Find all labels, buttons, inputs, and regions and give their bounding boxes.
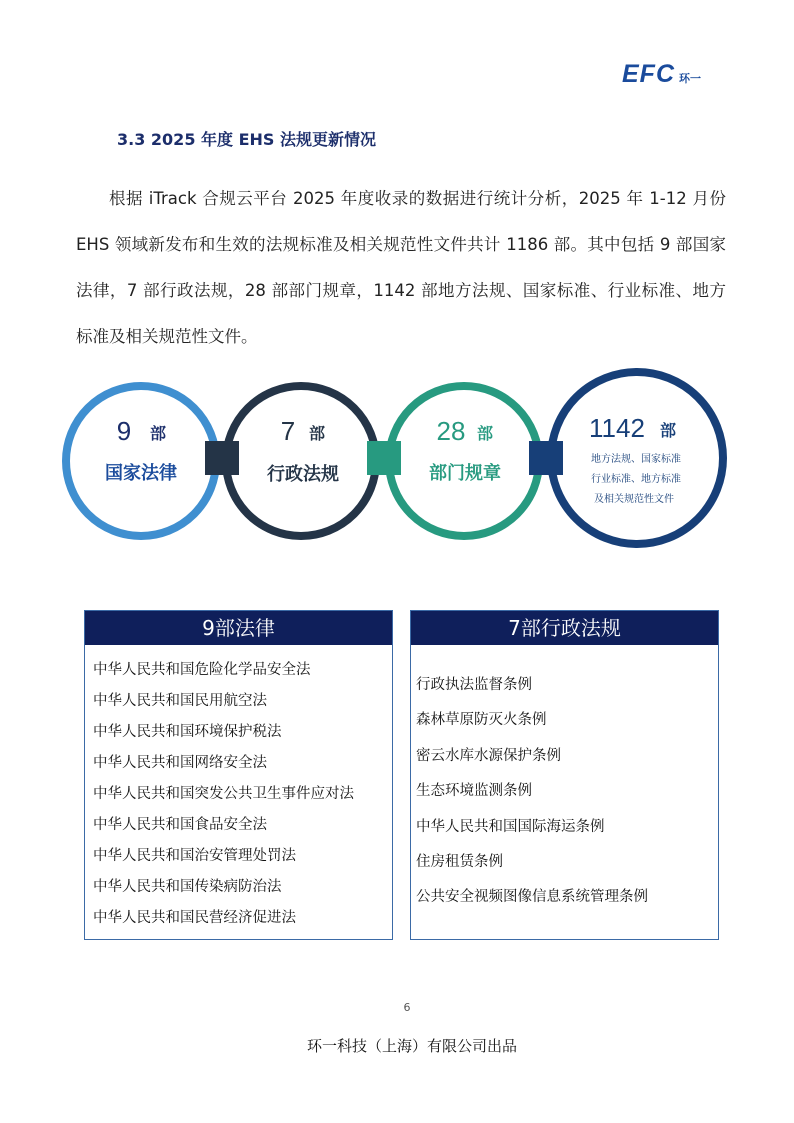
- section-title: 3.3 2025 年度 EHS 法规更新情况: [117, 130, 377, 149]
- count-dept-rules: 28: [436, 416, 466, 446]
- count-local-standards: 1142: [589, 413, 645, 443]
- unit-dept-rules: 部: [476, 424, 494, 443]
- page-number: 6: [403, 1001, 411, 1014]
- label-dept-rules: 部门规章: [429, 463, 501, 484]
- label-local-standards-line2: 行业标准、地方标准: [591, 474, 681, 485]
- law-item: 中华人民共和国食品安全法: [93, 817, 267, 833]
- regulation-item: 住房租赁条例: [416, 854, 503, 871]
- intro-paragraph: 根据 iTrack 合规云平台 2025 年度收录的数据进行统计分析，2025 年 1-12 月份 EHS 领域新发布和生效的法规标准及相关规范性文件共计 1186 部。其中包括 9 部国家法律，7 部行政法规，28 部部门规章，1142 部地方法规、国家标准、行业标准、地方标准及相关规范性文件。: [76, 189, 726, 346]
- logo-text: EFC: [622, 60, 675, 88]
- count-admin-regulations: 7: [280, 416, 296, 446]
- regulation-item: 生态环境监测条例: [416, 783, 532, 800]
- law-item: 中华人民共和国治安管理处罚法: [93, 848, 296, 864]
- circle-admin-regulations: [226, 386, 376, 536]
- law-item: 中华人民共和国民用航空法: [93, 693, 267, 709]
- regulation-item: 森林草原防灭火条例: [416, 712, 547, 729]
- circle-national-laws: [66, 386, 216, 536]
- law-item: 中华人民共和国网络安全法: [93, 755, 267, 771]
- label-national-laws: 国家法律: [105, 463, 177, 484]
- connector-square-2: [367, 441, 401, 475]
- regulation-item: 中华人民共和国国际海运条例: [416, 818, 605, 835]
- law-item: 中华人民共和国民营经济促进法: [93, 910, 296, 926]
- law-item: 中华人民共和国传染病防治法: [93, 879, 282, 895]
- laws-list: [85, 645, 392, 934]
- regulations-box-title: 7部行政法规: [411, 611, 718, 645]
- regulation-item: 公共安全视频图像信息系统管理条例: [416, 889, 648, 906]
- connector-square-3: [529, 441, 563, 475]
- logo-cn-text: 环一: [679, 72, 701, 85]
- circle-dept-rules: [389, 386, 539, 536]
- regulation-item: 密云水库水源保护条例: [416, 747, 561, 764]
- footer-text: 环一科技（上海）有限公司出品: [306, 1037, 517, 1055]
- regulation-item: 行政执法监督条例: [416, 677, 532, 693]
- laws-box-title: 9部法律: [85, 611, 392, 645]
- law-item: 中华人民共和国危险化学品安全法: [93, 662, 311, 678]
- unit-admin-regulations: 部: [308, 424, 326, 443]
- laws-box: [84, 610, 393, 940]
- connector-square-1: [205, 441, 239, 475]
- label-local-standards-line1: 地方法规、国家标准: [591, 454, 681, 465]
- label-local-standards-line3: 及相关规范性文件: [594, 494, 674, 505]
- count-national-laws: 9: [116, 416, 132, 446]
- law-item: 中华人民共和国突发公共卫生事件应对法: [93, 786, 354, 802]
- label-admin-regulations: 行政法规: [267, 464, 339, 485]
- unit-local-standards: 部: [659, 421, 677, 440]
- regulations-list: [411, 645, 718, 916]
- regulations-box: [410, 610, 719, 940]
- law-item: 中华人民共和国环境保护税法: [93, 724, 282, 740]
- unit-national-laws: 部: [149, 424, 167, 443]
